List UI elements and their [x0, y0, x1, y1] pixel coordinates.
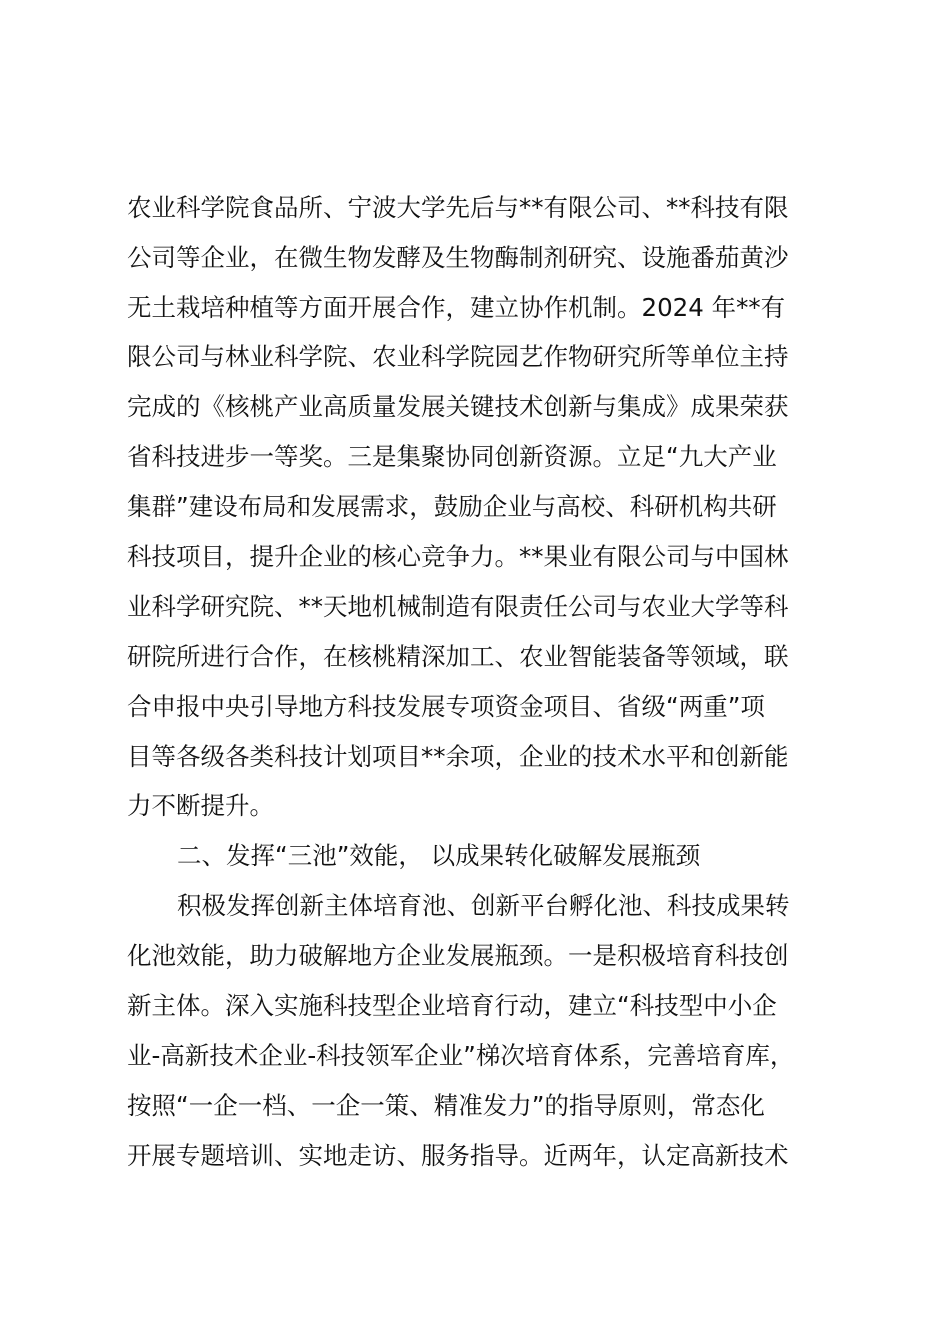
paragraph-line: 力不断提升。	[127, 791, 274, 820]
section-heading: 二、发挥“三池”效能， 以成果转化破解发展瓶颈	[177, 841, 701, 870]
paragraph-line: 农业科学院食品所、宁波大学先后与**有限公司、**科技有限	[127, 193, 789, 222]
paragraph-line: 无土栽培种植等方面开展合作，建立协作机制。2024 年**有	[127, 293, 786, 322]
paragraph-line: 完成的《核桃产业高质量发展关键技术创新与集成》成果荣获	[127, 392, 789, 421]
paragraph-line: 新主体。深入实施科技型企业培育行动，建立“科技型中小企	[127, 991, 777, 1020]
paragraph-line: 合申报中央引导地方科技发展专项资金项目、省级“两重”项	[127, 692, 765, 721]
paragraph-line: 化池效能，助力破解地方企业发展瓶颈。一是积极培育科技创	[127, 941, 789, 970]
paragraph-line: 开展专题培训、实地走访、服务指导。近两年，认定高新技术	[127, 1141, 789, 1170]
paragraph-line: 目等各级各类科技计划项目**余项，企业的技术水平和创新能	[127, 742, 789, 771]
paragraph-line: 按照“一企一档、一企一策、精准发力”的指导原则，常态化	[127, 1091, 765, 1120]
paragraph-line: 限公司与林业科学院、农业科学院园艺作物研究所等单位主持	[127, 342, 789, 371]
paragraph-line: 公司等企业，在微生物发酵及生物酶制剂研究、设施番茄黄沙	[127, 243, 789, 272]
paragraph-line: 省科技进步一等奖。三是集聚协同创新资源。立足“九大产业	[127, 442, 777, 471]
paragraph-line: 科技项目，提升企业的核心竞争力。**果业有限公司与中国林	[127, 542, 789, 571]
paragraph-line: 集群”建设布局和发展需求，鼓励企业与高校、科研机构共研	[127, 492, 777, 521]
paragraph-line: 研院所进行合作，在核桃精深加工、农业智能装备等领域，联	[127, 642, 789, 671]
paragraph-line: 积极发挥创新主体培育池、创新平台孵化池、科技成果转	[177, 891, 790, 920]
paragraph-line: 业-高新技术企业-科技领军企业”梯次培育体系，完善培育库，	[127, 1041, 795, 1070]
paragraph-line: 业科学研究院、**天地机械制造有限责任公司与农业大学等科	[127, 592, 789, 621]
